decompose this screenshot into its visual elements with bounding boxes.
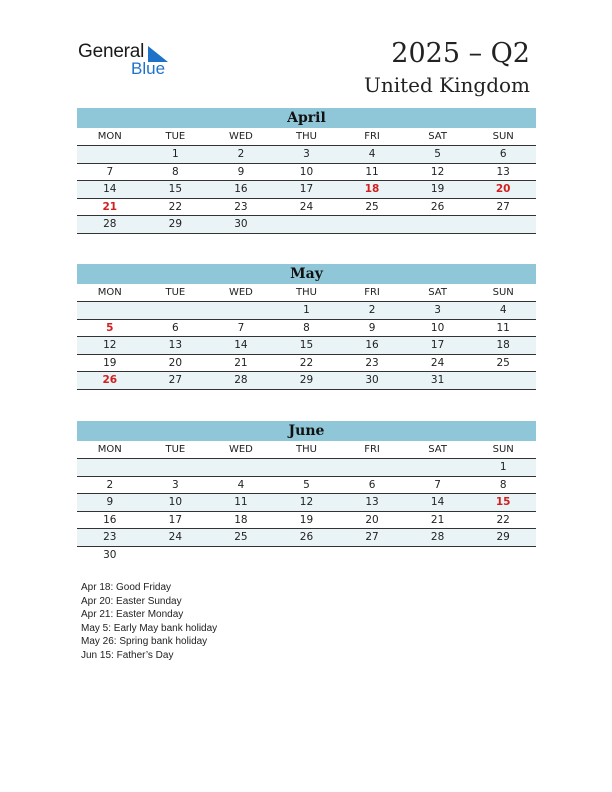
day-cell: 29 <box>143 216 209 234</box>
day-cell: 1 <box>274 302 340 320</box>
day-cell: 8 <box>274 319 340 337</box>
week-row <box>77 476 536 494</box>
day-cell: 23 <box>208 198 274 216</box>
day-cell: 26 <box>77 372 143 390</box>
day-cell: 22 <box>470 511 536 529</box>
weekday-header: THU <box>274 284 340 302</box>
week-row <box>77 198 536 216</box>
day-cell <box>143 459 209 477</box>
day-cell: 6 <box>339 476 405 494</box>
day-cell: 29 <box>274 372 340 390</box>
day-cell: 28 <box>405 529 471 547</box>
weekday-header: SAT <box>405 128 471 146</box>
weekday-header: WED <box>208 284 274 302</box>
weekday-header: SUN <box>470 441 536 459</box>
day-cell: 9 <box>208 163 274 181</box>
day-cell: 21 <box>77 198 143 216</box>
month-title: April <box>77 108 536 128</box>
day-cell: 1 <box>143 146 209 164</box>
day-cell: 20 <box>143 354 209 372</box>
week-row <box>77 459 536 477</box>
day-cell: 16 <box>339 337 405 355</box>
day-cell: 28 <box>77 216 143 234</box>
day-cell: 20 <box>470 181 536 199</box>
day-cell: 22 <box>274 354 340 372</box>
day-cell: 17 <box>405 337 471 355</box>
generalblue-logo <box>78 41 178 81</box>
day-cell: 18 <box>339 181 405 199</box>
day-cell: 12 <box>274 494 340 512</box>
day-cell: 13 <box>143 337 209 355</box>
logo-text-blue: Blue <box>131 59 166 78</box>
day-cell: 24 <box>274 198 340 216</box>
week-row <box>77 354 536 372</box>
day-cell: 15 <box>470 494 536 512</box>
day-cell <box>274 459 340 477</box>
holiday-item: May 26: Spring bank holiday <box>81 636 208 647</box>
day-cell: 6 <box>470 146 536 164</box>
day-cell: 5 <box>274 476 340 494</box>
day-cell <box>77 302 143 320</box>
day-cell <box>274 216 340 234</box>
logo-text-general: General <box>78 41 145 62</box>
day-cell: 7 <box>405 476 471 494</box>
day-cell: 3 <box>405 302 471 320</box>
week-row <box>77 494 536 512</box>
day-cell: 8 <box>470 476 536 494</box>
day-cell: 3 <box>143 476 209 494</box>
day-cell: 24 <box>143 529 209 547</box>
day-cell: 17 <box>274 181 340 199</box>
day-cell: 1 <box>470 459 536 477</box>
month-title: May <box>77 264 536 284</box>
day-cell: 21 <box>208 354 274 372</box>
day-cell: 5 <box>405 146 471 164</box>
day-cell: 27 <box>470 198 536 216</box>
day-cell: 8 <box>143 163 209 181</box>
day-cell <box>143 302 209 320</box>
day-cell: 25 <box>208 529 274 547</box>
day-cell: 5 <box>77 319 143 337</box>
weekday-header: MON <box>77 128 143 146</box>
month-grid <box>77 284 536 390</box>
week-row <box>77 511 536 529</box>
day-cell: 17 <box>143 511 209 529</box>
day-cell: 24 <box>405 354 471 372</box>
day-cell: 4 <box>470 302 536 320</box>
day-cell <box>339 216 405 234</box>
weekday-header: FRI <box>339 441 405 459</box>
day-cell <box>470 372 536 390</box>
day-cell: 14 <box>208 337 274 355</box>
day-cell: 29 <box>470 529 536 547</box>
day-cell: 20 <box>339 511 405 529</box>
day-cell <box>208 546 274 563</box>
week-row <box>77 372 536 390</box>
weekday-header: SAT <box>405 284 471 302</box>
day-cell <box>470 216 536 234</box>
weekday-header: FRI <box>339 284 405 302</box>
day-cell: 16 <box>208 181 274 199</box>
week-row <box>77 319 536 337</box>
day-cell <box>405 459 471 477</box>
day-cell: 30 <box>208 216 274 234</box>
weekday-header: TUE <box>143 441 209 459</box>
weekday-header: WED <box>208 128 274 146</box>
day-cell: 15 <box>143 181 209 199</box>
month-grid <box>77 128 536 234</box>
weekday-header: THU <box>274 128 340 146</box>
day-cell: 2 <box>77 476 143 494</box>
month-june <box>77 421 536 563</box>
week-row <box>77 146 536 164</box>
day-cell: 26 <box>405 198 471 216</box>
day-cell: 30 <box>339 372 405 390</box>
holiday-item: Apr 20: Easter Sunday <box>81 595 182 607</box>
day-cell: 16 <box>77 511 143 529</box>
holiday-item: Jun 15: Father’s Day <box>81 649 174 661</box>
week-row <box>77 163 536 181</box>
day-cell: 9 <box>339 319 405 337</box>
day-cell: 25 <box>470 354 536 372</box>
day-cell <box>405 546 471 563</box>
day-cell: 15 <box>274 337 340 355</box>
day-cell <box>274 546 340 563</box>
day-cell: 28 <box>208 372 274 390</box>
day-cell: 11 <box>339 163 405 181</box>
week-row <box>77 302 536 320</box>
day-cell <box>77 146 143 164</box>
country-name: United Kingdom <box>364 73 530 97</box>
day-cell: 18 <box>470 337 536 355</box>
month-may <box>77 264 536 390</box>
day-cell <box>77 459 143 477</box>
day-cell: 26 <box>274 529 340 547</box>
day-cell <box>470 546 536 563</box>
day-cell: 14 <box>405 494 471 512</box>
day-cell: 13 <box>339 494 405 512</box>
day-cell: 10 <box>274 163 340 181</box>
day-cell: 21 <box>405 511 471 529</box>
day-cell: 30 <box>103 548 117 561</box>
weekday-header: TUE <box>143 128 209 146</box>
day-cell: 2 <box>339 302 405 320</box>
day-cell: 3 <box>274 146 340 164</box>
day-cell: 6 <box>143 319 209 337</box>
day-cell: 19 <box>77 354 143 372</box>
day-cell: 11 <box>470 319 536 337</box>
holiday-item: May 5: Early May bank holiday <box>81 622 218 634</box>
weekday-header: MON <box>77 284 143 302</box>
day-cell: 14 <box>77 181 143 199</box>
weekday-header: MON <box>77 441 143 459</box>
day-cell: 23 <box>339 354 405 372</box>
day-cell: 10 <box>405 319 471 337</box>
day-cell: 9 <box>77 494 143 512</box>
day-cell: 7 <box>208 319 274 337</box>
weekday-header: SUN <box>470 128 536 146</box>
day-cell: 7 <box>77 163 143 181</box>
weekday-header: WED <box>208 441 274 459</box>
weekday-header: TUE <box>143 284 209 302</box>
weekday-header: THU <box>274 441 340 459</box>
week-row <box>77 216 536 234</box>
week-row <box>77 337 536 355</box>
holiday-item: Apr 18: Good Friday <box>81 582 172 593</box>
day-cell: 4 <box>208 476 274 494</box>
day-cell: 27 <box>339 529 405 547</box>
day-cell: 13 <box>470 163 536 181</box>
day-cell: 27 <box>143 372 209 390</box>
weekday-header: SUN <box>470 284 536 302</box>
week-row <box>77 181 536 199</box>
day-cell: 23 <box>77 529 143 547</box>
weekday-header: FRI <box>339 128 405 146</box>
day-cell: 11 <box>208 494 274 512</box>
day-cell: 2 <box>208 146 274 164</box>
day-cell: 31 <box>405 372 471 390</box>
month-title: June <box>77 421 536 441</box>
day-cell <box>339 459 405 477</box>
day-cell <box>405 216 471 234</box>
day-cell: 12 <box>77 337 143 355</box>
day-cell <box>143 546 209 563</box>
day-cell: 19 <box>274 511 340 529</box>
holiday-item: Apr 21: Easter Monday <box>81 609 184 620</box>
day-cell: 18 <box>208 511 274 529</box>
day-cell: 19 <box>405 181 471 199</box>
weekday-header: SAT <box>405 441 471 459</box>
day-cell <box>208 302 274 320</box>
day-cell: 4 <box>339 146 405 164</box>
day-cell <box>208 459 274 477</box>
week-row <box>77 546 536 563</box>
month-april <box>77 108 536 234</box>
day-cell: 10 <box>143 494 209 512</box>
week-row <box>77 529 536 547</box>
day-cell: 12 <box>405 163 471 181</box>
holiday-list <box>81 581 217 662</box>
day-cell: 22 <box>143 198 209 216</box>
day-cell <box>339 546 405 563</box>
month-grid <box>77 441 536 563</box>
day-cell: 25 <box>339 198 405 216</box>
page-title: 2025 – Q2 <box>391 38 530 69</box>
